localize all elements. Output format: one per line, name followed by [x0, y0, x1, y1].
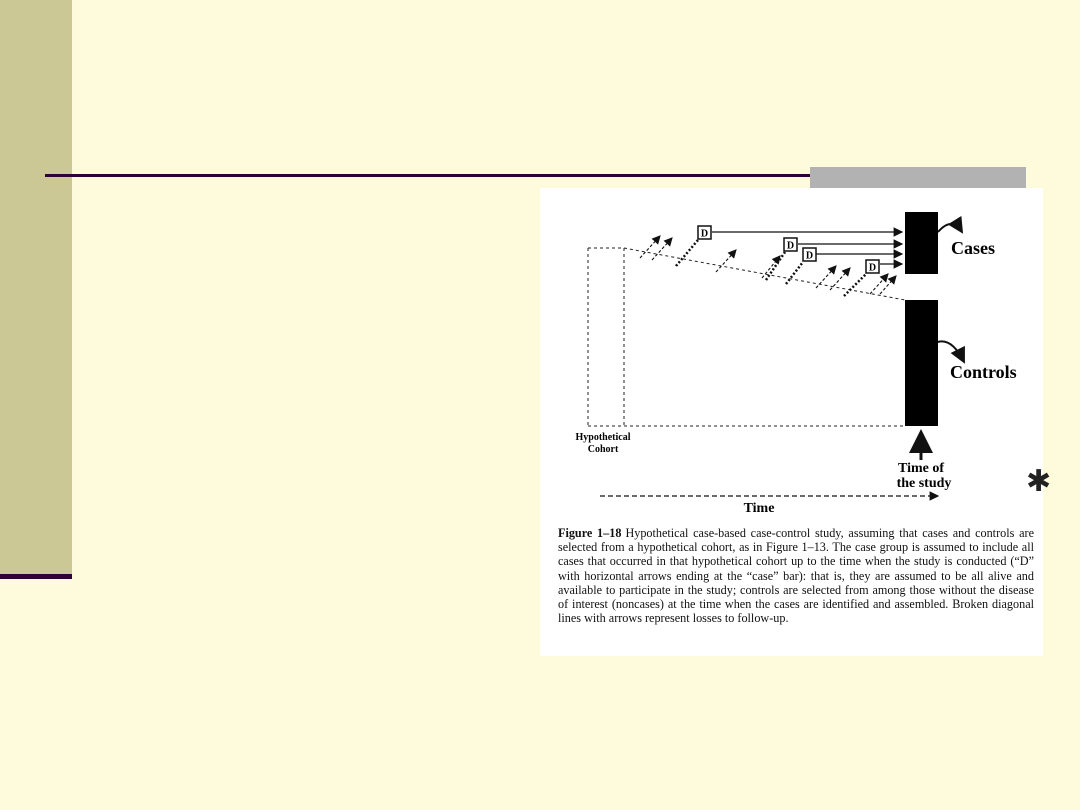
cases-label: Cases	[951, 238, 995, 258]
sidebar-footer-bar	[0, 574, 72, 579]
controls-label: Controls	[950, 362, 1017, 382]
loss-to-follow-up-arrows	[640, 236, 896, 294]
cohort-label-line2: Cohort	[587, 444, 619, 455]
case-control-figure	[540, 188, 1043, 656]
cohort-label-line1: Hypothetical	[575, 432, 631, 443]
title-divider-accent	[810, 167, 1026, 188]
d-marker-1-label: D	[700, 228, 709, 240]
figure-number: Figure 1–18	[558, 526, 622, 540]
time-of-study-label-line2: the study	[896, 476, 952, 491]
d-marker-3-label: D	[805, 250, 814, 262]
d-marker-2-label: D	[786, 240, 795, 252]
cases-label-arrow	[938, 224, 962, 232]
d-marker-4-label: D	[868, 262, 877, 274]
controls-label-arrow	[938, 341, 964, 362]
cohort-outline	[588, 248, 905, 426]
slide-sidebar	[0, 0, 72, 574]
figure-caption	[558, 526, 1034, 625]
figure-caption-text: Hypothetical case-based case-control study, assuming that cases and controls are selected from a hypothetical cohort, as in Figure 1–13. The case group is assumed to include all cases that occurred in that hypothetical cohort up to the time when the study is conducted (“D” with horizontal arrows ending at the “case” bar): that is, they are assumed to be all alive and available to participate in the study; controls are selected from among those without the disease of interest (noncases) at the time when the cases are identified and assembled. Broken diagonal lines with arrows represent losses to follow-up.	[558, 526, 1034, 626]
asterisk-icon: ✱	[1026, 464, 1052, 499]
controls-bar	[905, 300, 938, 426]
time-of-study-label-line1: Time of	[897, 461, 945, 476]
cases-bar	[905, 212, 938, 274]
time-axis-label: Time	[743, 501, 775, 516]
